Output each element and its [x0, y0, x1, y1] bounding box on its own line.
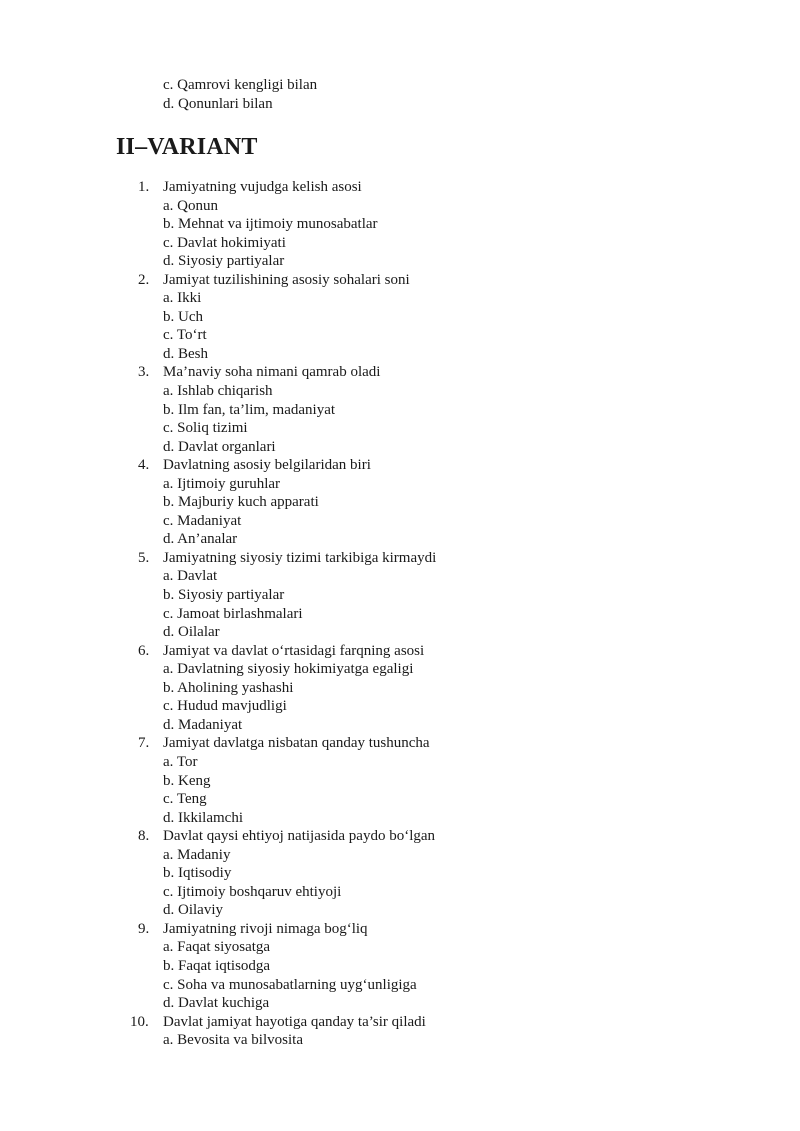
question-line: [138, 549, 436, 568]
question-number: 8.: [138, 828, 150, 845]
question-text: Jamiyatning siyosiy tizimi tarkibiga kirmaydi: [163, 549, 437, 566]
option-item: a. Davlat: [163, 568, 218, 585]
option-item: b. Uch: [163, 308, 203, 325]
option-item: d. Siyosiy partiyalar: [163, 253, 285, 270]
option-item: d. Davlat organlari: [163, 438, 276, 455]
option-item: d. Qonunlari bilan: [163, 95, 273, 112]
question-text: Davlatning asosiy belgilaridan biri: [163, 457, 371, 474]
answer-options: [138, 938, 436, 1012]
option-item: a. Bevosita va bilvosita: [163, 1032, 303, 1049]
answer-options: [138, 289, 436, 363]
question-text: Jamiyat tuzilishining asosiy sohalari soni: [163, 271, 410, 288]
option-item: c. Qamrovi kengligi bilan: [163, 77, 318, 93]
question-number: 2.: [138, 271, 150, 288]
question-item: [138, 363, 436, 456]
question-text: Jamiyatning vujudga kelish asosi: [163, 179, 362, 195]
question-line: [130, 1013, 436, 1032]
answer-options: [138, 567, 436, 641]
question-text: Jamiyat davlatga nisbatan qanday tushuncha: [163, 735, 430, 752]
option-item: a. Qonun: [163, 197, 218, 214]
question-item: [138, 642, 436, 735]
question-item: [138, 549, 436, 642]
question-number: 3.: [138, 364, 150, 381]
option-item: a. Ijtimoiy guruhlar: [163, 475, 281, 492]
question-line: [138, 920, 436, 939]
question-item: [138, 920, 436, 1013]
question-item: [138, 178, 436, 271]
question-number: 6.: [138, 642, 150, 659]
option-item: a. Ishlab chiqarish: [163, 383, 273, 400]
option-item: a. Ikki: [163, 290, 202, 307]
question-list: [130, 178, 437, 1050]
question-line: [138, 271, 436, 290]
question-text: Jamiyat va davlat o‘rtasidagi farqning asosi: [163, 642, 425, 659]
question-item: [138, 456, 436, 549]
question-text: Davlat jamiyat hayotiga qanday ta’sir qiladi: [163, 1013, 426, 1030]
option-item: c. Jamoat birlashmalari: [163, 605, 303, 622]
answer-options: [138, 1031, 436, 1050]
option-item: c. Teng: [163, 791, 207, 808]
option-item: c. Ijtimoiy boshqaruv ehtiyoji: [163, 883, 342, 900]
variant-heading: II–VARIANT: [116, 134, 258, 160]
option-item: b. Mehnat va ijtimoiy munosabatlar: [163, 216, 378, 233]
question-text: Jamiyatning rivoji nimaga bog‘liq: [163, 920, 368, 937]
option-item: c. To‘rt: [163, 327, 207, 344]
answer-options: [138, 382, 436, 456]
question-number: 7.: [138, 735, 150, 752]
question-line: [138, 642, 436, 661]
option-item: d. Madaniyat: [163, 716, 243, 733]
question-item: [138, 827, 436, 920]
option-item: c. Soha va munosabatlarning uyg‘unligiga: [163, 976, 417, 993]
question-number: 9.: [138, 920, 150, 937]
option-item: c. Madaniyat: [163, 512, 242, 529]
option-item: c. Hudud mavjudligi: [163, 698, 287, 715]
question-line: [138, 178, 436, 197]
option-item: d. Davlat kuchiga: [163, 995, 270, 1012]
question-line: [138, 734, 436, 753]
option-item: a. Madaniy: [163, 846, 231, 863]
answer-options: [138, 660, 436, 734]
option-item: d. Oilalar: [163, 624, 220, 641]
question-line: [138, 456, 436, 475]
question-line: [138, 827, 436, 846]
question-text: Davlat qaysi ehtiyoj natijasida paydo bo‘lgan: [163, 828, 436, 845]
question-text: Ma’naviy soha nimani qamrab oladi: [163, 364, 381, 381]
question-line: [138, 363, 436, 382]
question-number: 1.: [138, 179, 150, 195]
option-item: b. Siyosiy partiyalar: [163, 587, 285, 604]
previous-question-options: [163, 76, 317, 113]
option-item: b. Aholining yashashi: [163, 679, 294, 696]
option-item: c. Soliq tizimi: [163, 420, 248, 437]
option-item: d. Besh: [163, 345, 208, 362]
answer-options: [138, 197, 436, 271]
option-item: d. Ikkilamchi: [163, 809, 243, 826]
option-item: b. Keng: [163, 772, 211, 789]
answer-options: [138, 753, 436, 827]
answer-options: [138, 475, 436, 549]
question-item: [130, 1013, 436, 1050]
question-number: 5.: [138, 549, 150, 566]
option-item: b. Iqtisodiy: [163, 865, 232, 882]
question-number: 10.: [130, 1013, 149, 1030]
option-item: b. Faqat iqtisodga: [163, 957, 271, 974]
option-item: d. An’analar: [163, 531, 238, 548]
option-item: b. Majburiy kuch apparati: [163, 494, 319, 511]
option-item: a. Davlatning siyosiy hokimiyatga egaligi: [163, 661, 414, 678]
option-item: a. Tor: [163, 753, 198, 770]
question-item: [138, 734, 436, 827]
answer-options: [138, 846, 436, 920]
question-number: 4.: [138, 457, 150, 474]
option-item: a. Faqat siyosatga: [163, 939, 271, 956]
question-item: [138, 271, 436, 364]
option-item: d. Oilaviy: [163, 902, 223, 919]
option-item: b. Ilm fan, ta’lim, madaniyat: [163, 401, 336, 418]
option-item: c. Davlat hokimiyati: [163, 234, 286, 251]
